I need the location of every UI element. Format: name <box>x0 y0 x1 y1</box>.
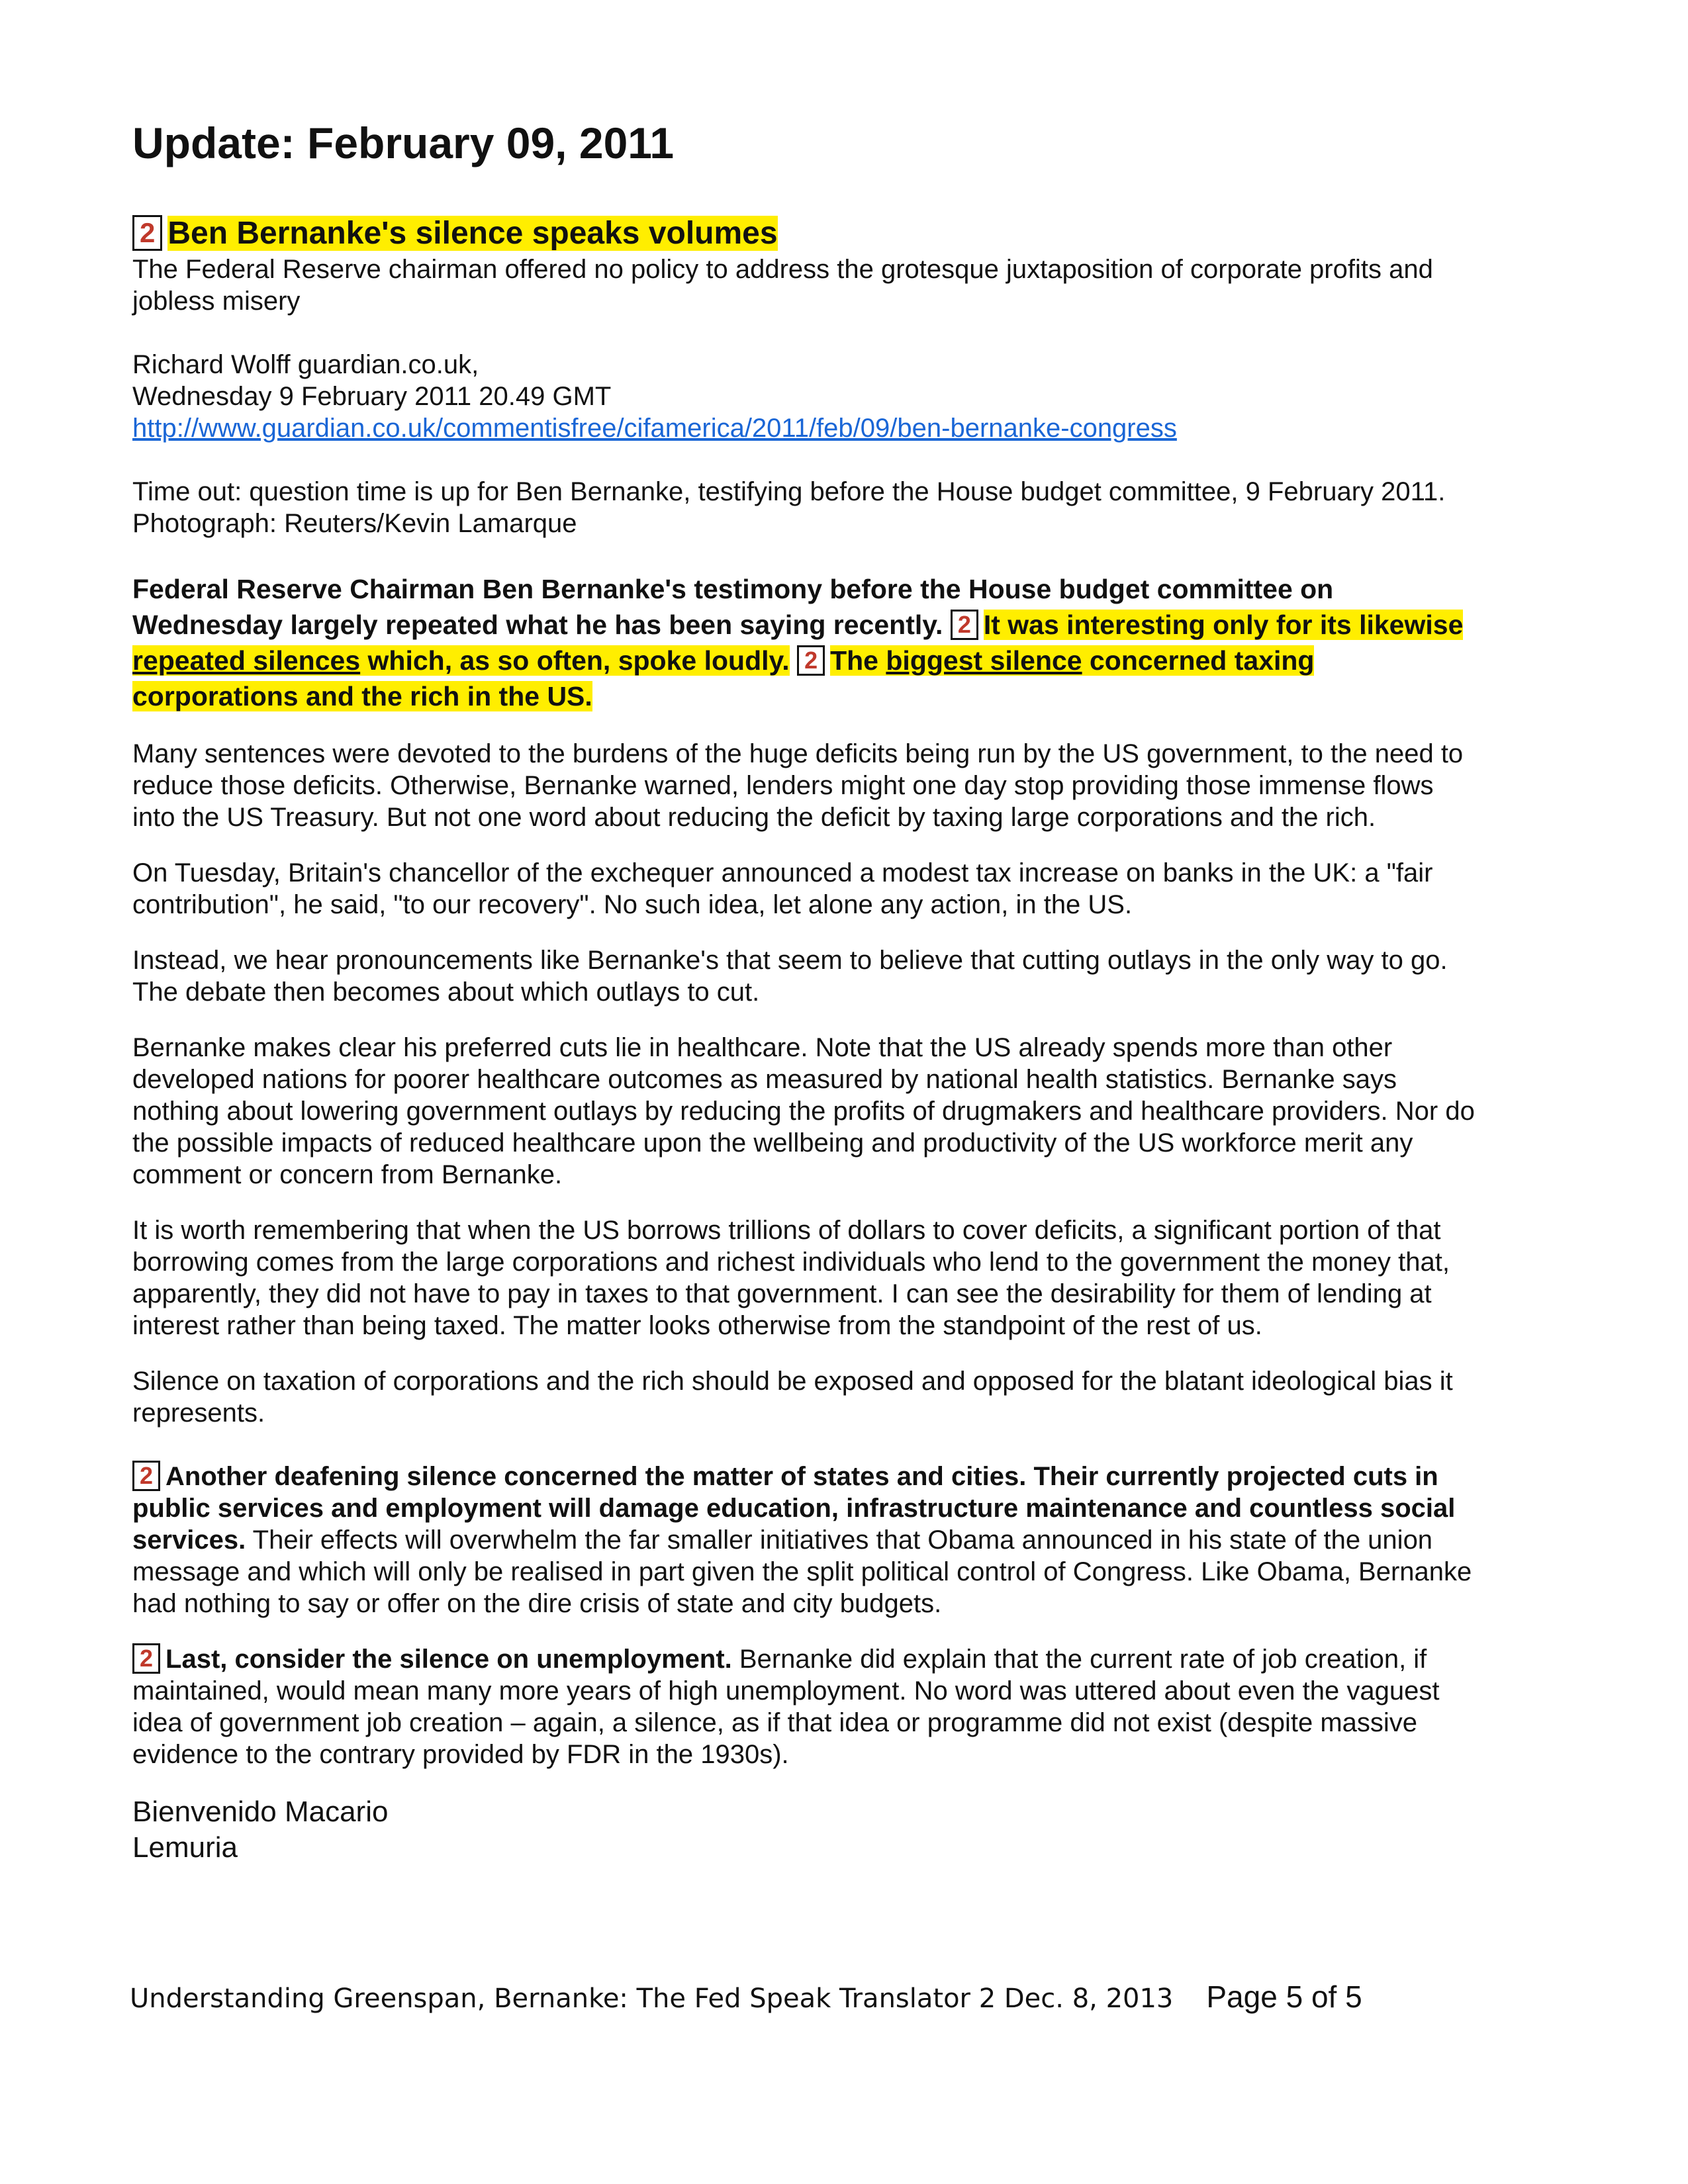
unemployment-bold: Last, consider the silence on unemployment. <box>165 1644 732 1674</box>
document-body <box>132 119 1476 1866</box>
byline-date: Wednesday 9 February 2011 20.49 GMT <box>132 381 612 411</box>
lead-part1: Federal Reserve Chairman Ben Bernanke's testimony before the House budget committee on Wednesday largely repeated what he has been saying recently. <box>132 573 1334 640</box>
marker-box: 2 <box>951 610 978 640</box>
byline-author: Richard Wolff guardian.co.uk, <box>132 349 479 379</box>
signature-place: Lemuria <box>132 1831 238 1864</box>
unemployment-rest: Bernanke did explain that the current rate of job creation, if maintained, would mean many more years of high unemployment. No word was uttered about even the vaguest idea of government job creation – again, a silence, as if that idea or programme did not exist (despite massive evidence to the contrary provided by FDR in the 1930s). <box>132 1644 1440 1769</box>
states-bold: Another deafening silence concerned the matter of states and cities. Their currently projected cuts in public services and employment will damage education, infrastructure maintenance and countless social services. <box>132 1461 1456 1555</box>
body-paragraph: It is worth remembering that when the US borrows trillions of dollars to cover deficits, a significant portion of that borrowing comes from the large corporations and richest individuals who lend to the government the money that, apparently, they did not have to pay in taxes to that government. I can see the desirability for them of lending at interest rather than being taxed. The matter looks otherwise from the standpoint of the rest of us. <box>132 1215 1450 1340</box>
signature-name: Bienvenido Macario <box>132 1795 389 1828</box>
states-rest: Their effects will overwhelm the far smaller initiatives that Obama announced in his state of the union message and which will only be realised in part given the split political control of Congress. Like Obama, Bernanke had nothing to say or offer on the dire crisis of state and city budgets. <box>132 1525 1472 1618</box>
photo-caption: Time out: question time is up for Ben Bernanke, testifying before the House budget committee, 9 February 2011. Photograph: Reuters/Kevin Lamarque <box>132 477 1446 538</box>
body-paragraph: On Tuesday, Britain's chancellor of the exchequer announced a modest tax increase on banks in the UK: a "fair contribution", he said, "to our recovery". No such idea, let alone any action, in the US. <box>132 858 1433 919</box>
marker-box: 2 <box>132 1461 160 1491</box>
standfirst: The Federal Reserve chairman offered no policy to address the grotesque juxtaposition of corporate profits and jobless misery <box>132 254 1433 316</box>
unemployment-paragraph <box>132 1643 1476 1770</box>
body-paragraph: Bernanke makes clear his preferred cuts lie in healthcare. Note that the US already spends more than other developed nations for poorer healthcare outcomes as measured by national health statistics. Bernanke says nothing about lowering government outlays by reducing the profits of drugmakers and healthcare providers. Nor do the possible impacts of reduced healthcare upon the wellbeing and productivity of the US workforce merit any comment or concern from Bernanke. <box>132 1032 1475 1189</box>
states-paragraph <box>132 1461 1476 1619</box>
footer-text: Understanding Greenspan, Bernanke: The Fed Speak Translator 2 Dec. 8, 2013 <box>130 1983 1174 2014</box>
body-paragraph: Instead, we hear pronouncements like Bernanke's that seem to believe that cutting outlays in the only way to go. The debate then becomes about which outlays to cut. <box>132 945 1448 1007</box>
update-title: Update: February 09, 2011 <box>132 118 675 167</box>
marker-box: 2 <box>132 215 162 251</box>
lead-highlight-1: It was interesting only for its likewise repeated silences which, as so often, spoke loudly. <box>132 609 1464 676</box>
page-footer <box>130 1979 1362 2015</box>
source-link[interactable]: http://www.guardian.co.uk/commentisfree/cifamerica/2011/feb/09/ben-bernanke-congress <box>132 413 1177 443</box>
article-headline <box>132 214 1476 253</box>
marker-box: 2 <box>132 1643 160 1674</box>
lead-highlight-2: The biggest silence concerned taxing corporations and the rich in the US. <box>132 645 1315 711</box>
page-number: Page 5 of 5 <box>1206 1979 1362 2014</box>
body-paragraph: Silence on taxation of corporations and the rich should be exposed and opposed for the blatant ideological bias it represents. <box>132 1366 1453 1428</box>
marker-box: 2 <box>797 645 825 676</box>
headline-text: Ben Bernanke's silence speaks volumes <box>167 215 778 251</box>
lead-paragraph <box>132 571 1476 714</box>
body-paragraph: Many sentences were devoted to the burdens of the huge deficits being run by the US government, to the need to reduce those deficits. Otherwise, Bernanke warned, lenders might one day stop providing those immense flows into the US Treasury. But not one word about reducing the deficit by taxing large corporations and the rich. <box>132 739 1464 832</box>
